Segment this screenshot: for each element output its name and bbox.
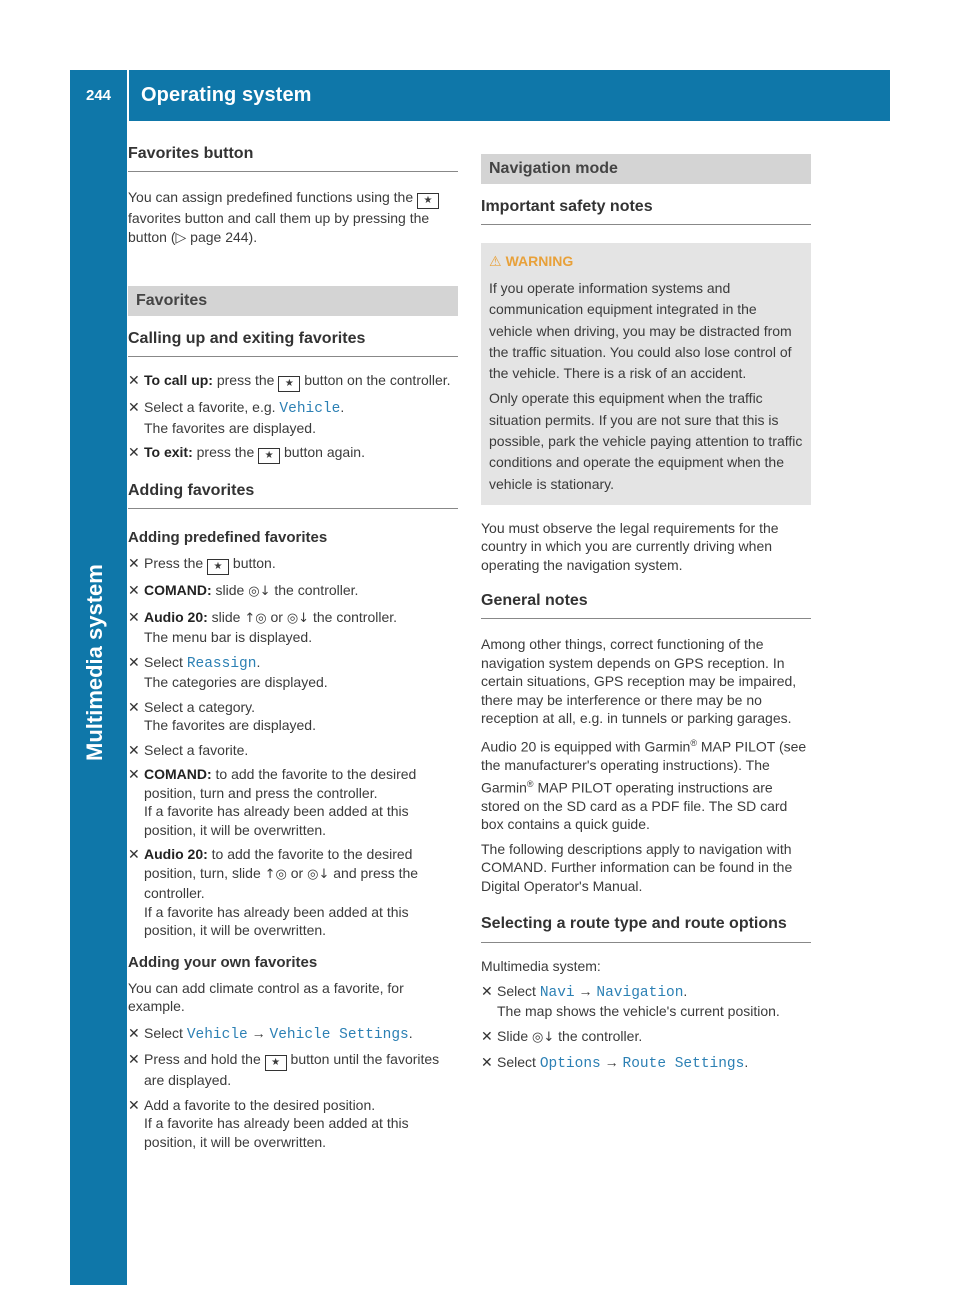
slide-down-icon: ◎↓ xyxy=(286,610,310,626)
step-arrow-icon: ✕ xyxy=(128,698,140,715)
step-arrow-icon: ✕ xyxy=(128,846,140,862)
step-arrow-icon: ✕ xyxy=(128,608,140,625)
left-column xyxy=(128,145,458,1157)
navigation-mode-bar: Navigation mode xyxy=(481,154,811,184)
step-arrow-icon: ✕ xyxy=(128,372,140,388)
menu-item-navigation: Navigation xyxy=(596,984,684,1001)
page-title: Operating system xyxy=(141,84,312,106)
step-select-options: ✕ Select Options → Route Settings. xyxy=(481,1054,749,1073)
star-key-icon: ★ xyxy=(278,376,300,392)
slide-down-icon: ◎↓ xyxy=(307,866,330,882)
general-paragraph-3: The following descriptions apply to navigation with COMAND. Further information can be found in the Digital Operator's Manual. xyxy=(481,840,793,894)
registered-icon: ® xyxy=(690,737,697,748)
warning-title: ⚠ WARNING xyxy=(489,253,574,270)
step-arrow-icon: ✕ xyxy=(128,582,140,598)
menu-item-navi: Navi xyxy=(539,984,575,1001)
menu-item-reassign: Reassign xyxy=(186,655,257,672)
arrow-right-icon: → xyxy=(251,1024,266,1041)
step-press-hold: ✕ Press and hold the ★ button until the favorites are displayed. xyxy=(128,1051,440,1088)
step-select-a-favorite: ✕ Select a favorite. xyxy=(128,741,249,758)
warning-paragraph-2: Only operate this equipment when the traffic situation permits. If you are not sure that this is possible, park the vehicle paying attention to traffic conditions and operate the equipment when the vehicle is stationary. xyxy=(489,390,803,492)
step-arrow-icon: ✕ xyxy=(128,741,140,758)
general-paragraph-2: Audio 20 is equipped with Garmin® MAP PILOT (see the manufacturer's operating instructions). The Garmin® MAP PILOT operating instructions are stored on the SD card as a PDF file. The SD card box contains a quick guide. xyxy=(481,737,807,833)
step-select-category: ✕ Select a category. The favorites are displayed. xyxy=(128,698,316,733)
step-arrow-icon: ✕ xyxy=(128,1096,140,1113)
step-arrow-icon: ✕ xyxy=(481,1027,493,1044)
star-key-icon: ★ xyxy=(207,559,229,575)
predefined-heading: Adding predefined favorites xyxy=(128,529,328,546)
step-select-navi: ✕ Select Navi → Navigation. The map shows the vehicle's current position. xyxy=(481,982,780,1020)
step-arrow-icon: ✕ xyxy=(128,653,140,670)
favorites-button-heading: Favorites button xyxy=(128,145,458,172)
own-favorites-text: You can add climate control as a favorite, for example. xyxy=(128,979,404,1014)
page-ref-icon: ▷ xyxy=(175,228,187,245)
slide-down-icon: ◎↓ xyxy=(248,584,271,599)
arrow-right-icon: → xyxy=(578,982,593,999)
step-arrow-icon: ✕ xyxy=(481,982,493,999)
step-comand-add: ✕ COMAND: to add the favorite to the desired position, turn and press the controller. If a favorite has already been added at this position, it will be overwritten. xyxy=(128,766,417,838)
star-key-icon: ★ xyxy=(265,1055,287,1071)
step-exit: ✕ To exit: press the ★ button again. xyxy=(128,443,458,464)
step-audio-slide: ✕ Audio 20: slide ↑◎ or ◎↓ the controller. The menu bar is displayed. xyxy=(128,608,398,645)
step-own-select: ✕ Select Vehicle → Vehicle Settings. xyxy=(128,1024,413,1043)
general-notes-heading: General notes xyxy=(481,592,811,619)
arrow-right-icon: → xyxy=(604,1054,619,1071)
menu-item-vehicle: Vehicle xyxy=(186,1026,248,1043)
favorites-section-bar: Favorites xyxy=(128,286,458,316)
menu-item-vehicle: Vehicle xyxy=(279,401,341,417)
step-arrow-icon: ✕ xyxy=(128,766,140,782)
route-heading: Selecting a route type and route options xyxy=(481,913,811,943)
step-arrow-icon: ✕ xyxy=(128,399,140,415)
registered-icon: ® xyxy=(526,778,534,789)
step-reassign: ✕ Select Reassign. The categories are displayed. xyxy=(128,653,328,690)
step-audio-add: ✕ Audio 20: to add the favorite to the desired position, turn, slide ↑◎ or ◎↓ and press the controller. If a favorite has already been added at this position, it will be overwritten. xyxy=(128,846,419,938)
step-arrow-icon: ✕ xyxy=(481,1054,493,1071)
calling-heading: Calling up and exiting favorites xyxy=(128,330,458,357)
step-slide: ✕ Slide ◎↓ the controller. xyxy=(481,1027,643,1045)
menu-item-route-settings: Route Settings xyxy=(622,1056,745,1073)
favorites-button-text: You can assign predefined functions using the ★ favorites button and call them up by pressing the button (▷ page 244). xyxy=(128,188,458,246)
chapter-label: Multimedia system xyxy=(82,564,107,761)
menu-item-vehicle-settings: Vehicle Settings xyxy=(269,1026,409,1043)
slide-up-icon: ↑◎ xyxy=(244,610,267,626)
slide-down-icon: ◎↓ xyxy=(532,1029,555,1045)
step-arrow-icon: ✕ xyxy=(128,444,140,460)
star-key-icon: ★ xyxy=(258,448,280,464)
multimedia-system-label: Multimedia system: xyxy=(481,958,601,975)
adding-heading: Adding favorites xyxy=(128,482,458,509)
legal-requirements-text: You must observe the legal requirements for the country in which you are currently driving when operating the navigation system. xyxy=(481,519,779,573)
step-arrow-icon: ✕ xyxy=(128,555,140,571)
step-add-desired: ✕ Add a favorite to the desired position. If a favorite has already been added at this position, it will be overwritten. xyxy=(128,1096,409,1150)
own-favorites-heading: Adding your own favorites xyxy=(128,953,318,971)
step-call-up: ✕ To call up: press the ★ button on the controller. xyxy=(128,371,458,392)
step-comand-slide: ✕ COMAND: slide ◎↓ the controller. xyxy=(128,582,359,599)
general-paragraph-1: Among other things, correct functioning of the navigation system depends on GPS reception. In certain situations, GPS reception may be impaired, there may be interference or there may be no reception at all, e.g. in tunnels or parking garages. xyxy=(481,636,797,727)
step-arrow-icon: ✕ xyxy=(128,1051,140,1067)
warning-box xyxy=(481,243,811,505)
menu-item-options: Options xyxy=(539,1056,601,1073)
page-number: 244 xyxy=(70,70,129,121)
safety-heading: Important safety notes xyxy=(481,198,811,225)
slide-up-icon: ↑◎ xyxy=(264,866,287,882)
warning-triangle-icon: ⚠ xyxy=(489,254,502,270)
right-column xyxy=(481,154,811,1080)
step-select-favorite: ✕ Select a favorite, e.g. Vehicle. The favorites are displayed. xyxy=(128,399,345,436)
warning-paragraph-1: If you operate information systems and communication equipment integrated in the vehicle when driving, you may be distracted from the traffic situation. You could also lose control of the vehicle. There is a risk of an accident. xyxy=(489,280,792,382)
chapter-sidebar xyxy=(70,121,127,1285)
step-press-star: ✕ Press the ★ button. xyxy=(128,554,458,575)
star-key-icon: ★ xyxy=(417,193,439,209)
step-arrow-icon: ✕ xyxy=(128,1024,140,1041)
page-header xyxy=(70,70,890,121)
